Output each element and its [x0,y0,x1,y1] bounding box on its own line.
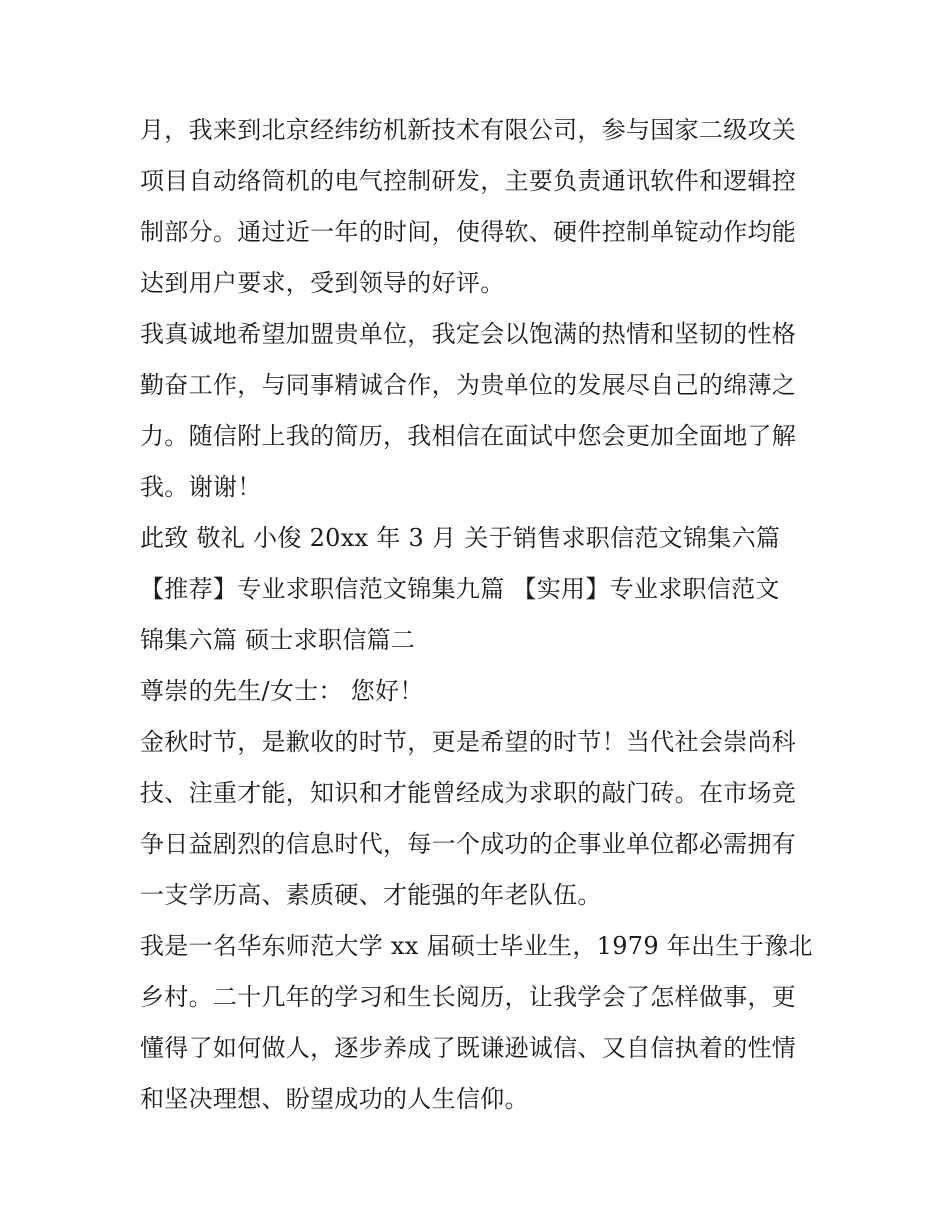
text-line: 制部分。通过近一年的时间，使得软、硬件控制单锭动作均能 [140,218,797,246]
text-line: 乡村。二十几年的学习和生长阅历，让我学会了怎样做事，更 [140,983,797,1011]
text-line: 达到用户要求，受到领导的好评。 [140,269,505,297]
text-line: 懂得了如何做人，逐步养成了既谦逊诚信、又自信执着的性情 [140,1034,797,1062]
text-line: 此致 敬礼 小俊 20xx 年 3 月 关于销售求职信范文锦集六篇 [140,524,781,552]
text-line: 和坚决理想、盼望成功的人生信仰。 [140,1085,529,1113]
text-line: 力。随信附上我的简历，我相信在面试中您会更加全面地了解 [140,422,797,450]
text-line: 金秋时节，是歉收的时节，更是希望的时节！当代社会崇尚科 [140,728,797,756]
text-line: 我真诚地希望加盟贵单位，我定会以饱满的热情和坚韧的性格 [140,320,797,348]
document-body [140,105,815,1125]
text-line: 勤奋工作，与同事精诚合作，为贵单位的发展尽自己的绵薄之 [140,371,797,399]
text-line: 我。谢谢！ [140,473,262,501]
text-line: 争日益剧烈的信息时代，每一个成功的企事业单位都必需拥有 [140,830,797,858]
text-line: 月，我来到北京经纬纺机新技术有限公司，参与国家二级攻关 [140,116,797,144]
text-line: 技、注重才能，知识和才能曾经成为求职的敲门砖。在市场竞 [140,779,797,807]
salutation-line: 尊崇的先生/女士： 您好！ [140,677,424,705]
text-line: 我是一名华东师范大学 xx 届硕士毕业生，1979 年出生于豫北 [140,932,813,960]
text-line: 【推荐】专业求职信范文锦集九篇 【实用】专业求职信范文 [140,575,780,603]
text-line: 项目自动络筒机的电气控制研发，主要负责通讯软件和逻辑控 [140,167,797,195]
text-line: 一支学历高、素质硬、才能强的年老队伍。 [140,881,602,909]
text-line: 锦集六篇 硕士求职信篇二 [140,626,416,654]
